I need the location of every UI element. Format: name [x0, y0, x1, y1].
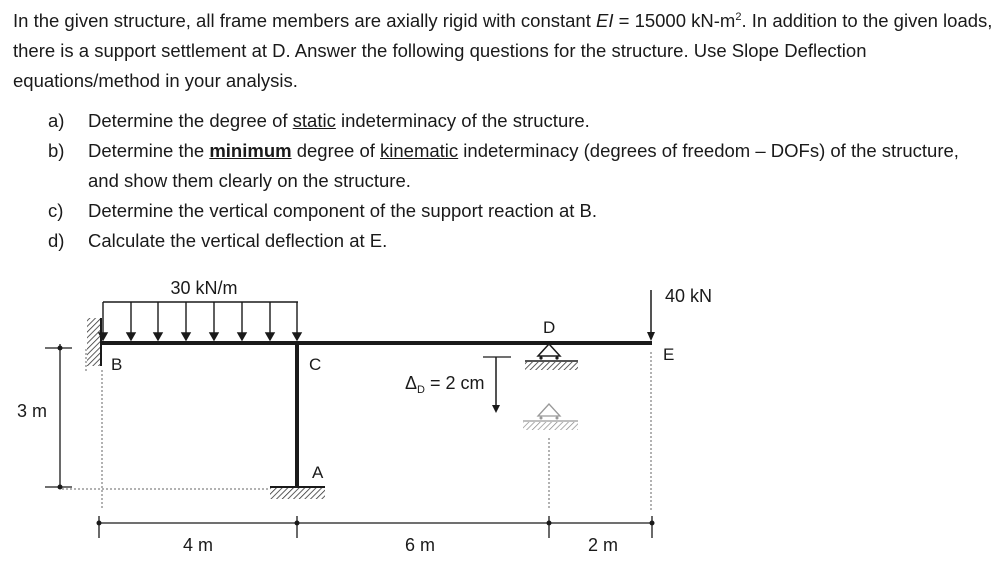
fixed-support-a [270, 488, 325, 499]
span-label-3: 2 m [587, 535, 619, 555]
settlement-label [405, 373, 485, 396]
question-text: Calculate the vertical deflection at E. [88, 230, 388, 251]
node-label-e: E [663, 345, 675, 364]
question-label: d) [48, 230, 65, 251]
question-text: indeterminacy of the structure. [335, 110, 590, 131]
point-load-label: 40 kN [665, 286, 713, 306]
roller-support-d [525, 344, 578, 370]
distributed-load [99, 278, 301, 340]
statement-part-1: In the given structure, all frame members are axially rigid with constant [13, 10, 596, 32]
projection-lines [62, 349, 651, 512]
question-text: Determine the vertical component of the support reaction at B. [88, 200, 598, 221]
superscript-2: 2 [735, 11, 742, 23]
ei-symbol: EI [596, 10, 614, 32]
question-label: a) [48, 110, 65, 131]
question-label: b) [48, 140, 65, 161]
delta-symbol: Δ [405, 373, 418, 393]
udl-label: 30 kN/m [170, 278, 238, 298]
udl-arrows [99, 302, 301, 340]
question-text: indeterminacy (degrees of freedom – DOFs) of the structure, and show them clearly on the structure. [88, 140, 959, 191]
settled-roller-d [523, 404, 578, 430]
node-label-a: A [312, 463, 324, 482]
node-label-c: C [309, 355, 322, 374]
question-text: Determine the degree of [88, 110, 293, 131]
settlement-value: = 2 cm [424, 373, 485, 393]
span-dimensions [97, 516, 655, 538]
height-dimension [45, 344, 72, 490]
emphasis-static: static [292, 110, 336, 131]
delta-subscript: D [417, 384, 425, 396]
node-label-b: B [111, 355, 123, 374]
question-label: c) [48, 200, 64, 221]
emphasis-kinematic: kinematic [380, 140, 459, 161]
statement-part-2: = 15000 kN-m [613, 10, 736, 32]
node-label-d: D [543, 318, 556, 337]
span-label-2: 6 m [404, 535, 436, 555]
span-label-1: 4 m [182, 535, 214, 555]
question-text: Determine the [88, 140, 210, 161]
height-label: 3 m [17, 401, 48, 421]
fixed-support-b [87, 318, 101, 366]
settlement-arrow [483, 357, 511, 413]
point-load-e [647, 290, 655, 341]
question-text: degree of [291, 140, 381, 161]
statement-part-3: . In addition to the given loads, there is a support settlement at D. Answer the following questions for the structure. Use Slope Deflection equations/method in your analysis. [13, 10, 993, 92]
emphasis-minimum: minimum [209, 140, 292, 161]
